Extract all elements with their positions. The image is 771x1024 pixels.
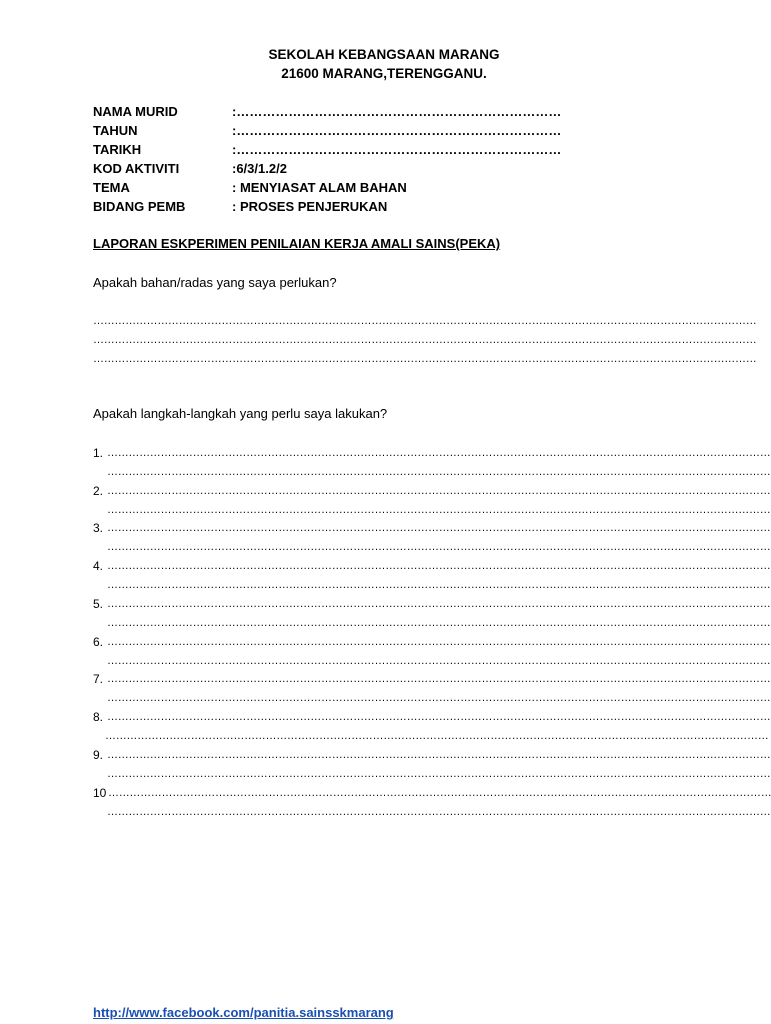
step-line: …………………………………………………………………………………………………………………………………………………………………… [107, 749, 771, 761]
question-steps: Apakah langkah-langkah yang perlu saya lakukan? [93, 406, 388, 421]
kod-label: KOD AKTIVITI [93, 161, 180, 176]
step-line: …………………………………………………………………………………………………………………………………………………………………… [107, 522, 771, 534]
facebook-link[interactable]: http://www.facebook.com/panitia.sainsskmarang [93, 1005, 394, 1020]
step-number: 5. [93, 597, 104, 611]
step-line: …………………………………………………………………………………………………………………………………………………………………… [107, 485, 771, 497]
step-line: …………………………………………………………………………………………………………………………………………………………………… [107, 636, 771, 648]
step-number: 10 [93, 786, 107, 800]
step-line: …………………………………………………………………………………………………………………………………………………………………… [107, 673, 771, 685]
report-title: LAPORAN ESKPERIMEN PENILAIAN KERJA AMALI SAINS(PEKA) [93, 236, 501, 251]
bidang-value: : PROSES PENJERUKAN [232, 199, 388, 214]
step-line: …………………………………………………………………………………………………………………………………………………………………… [108, 787, 771, 799]
step-line: …………………………………………………………………………………………………………………………………………………………………… [107, 768, 771, 780]
tarikh-label: TARIKH [93, 142, 142, 157]
step-line: …………………………………………………………………………………………………………………………………………………………………… [107, 617, 771, 629]
answer-line: …………………………………………………………………………………………………………………………………………………………………… [93, 353, 757, 365]
nama-label: NAMA MURID [93, 104, 178, 119]
tahun-value: :………………………………………………………………… [232, 123, 562, 138]
step-line: …………………………………………………………………………………………………………………………………………………………………… [107, 466, 771, 478]
step-line: …………………………………………………………………………………………………………………………………………………………………… [107, 598, 771, 610]
step-line: …………………………………………………………………………………………………………………………………………………………………… [107, 447, 771, 459]
school-address: 21600 MARANG,TERENGGANU. [281, 66, 487, 81]
step-line: …………………………………………………………………………………………………………………………………………………………………… [107, 806, 771, 818]
step-number: 6. [93, 635, 104, 649]
step-number: 2. [93, 484, 104, 498]
tahun-label: TAHUN [93, 123, 138, 138]
question-materials: Apakah bahan/radas yang saya perlukan? [93, 275, 337, 290]
step-line: …………………………………………………………………………………………………………………………………………………………………… [107, 655, 771, 667]
step-line: …………………………………………………………………………………………………………………………………………………………………… [107, 711, 771, 723]
step-line: …………………………………………………………………………………………………………………………………………………………………… [107, 504, 771, 516]
nama-value: :………………………………………………………………… [232, 104, 562, 119]
answer-line: …………………………………………………………………………………………………………………………………………………………………… [93, 315, 757, 327]
kod-value: :6/3/1.2/2 [232, 161, 287, 176]
school-name: SEKOLAH KEBANGSAAN MARANG [268, 47, 500, 62]
bidang-label: BIDANG PEMB [93, 199, 186, 214]
tarikh-value: :………………………………………………………………… [232, 142, 562, 157]
answer-line: …………………………………………………………………………………………………………………………………………………………………… [93, 334, 757, 346]
step-line: …………………………………………………………………………………………………………………………………………………………………… [105, 730, 769, 742]
step-number: 1. [93, 446, 104, 460]
step-number: 9. [93, 748, 104, 762]
tema-label: TEMA [93, 180, 130, 195]
step-number: 7. [93, 672, 104, 686]
step-line: …………………………………………………………………………………………………………………………………………………………………… [107, 560, 771, 572]
step-line: …………………………………………………………………………………………………………………………………………………………………… [107, 579, 771, 591]
step-number: 8. [93, 710, 104, 724]
step-number: 4. [93, 559, 104, 573]
step-line: …………………………………………………………………………………………………………………………………………………………………… [107, 692, 771, 704]
tema-value: : MENYIASAT ALAM BAHAN [232, 180, 407, 195]
step-line: …………………………………………………………………………………………………………………………………………………………………… [107, 541, 771, 553]
step-number: 3. [93, 521, 104, 535]
